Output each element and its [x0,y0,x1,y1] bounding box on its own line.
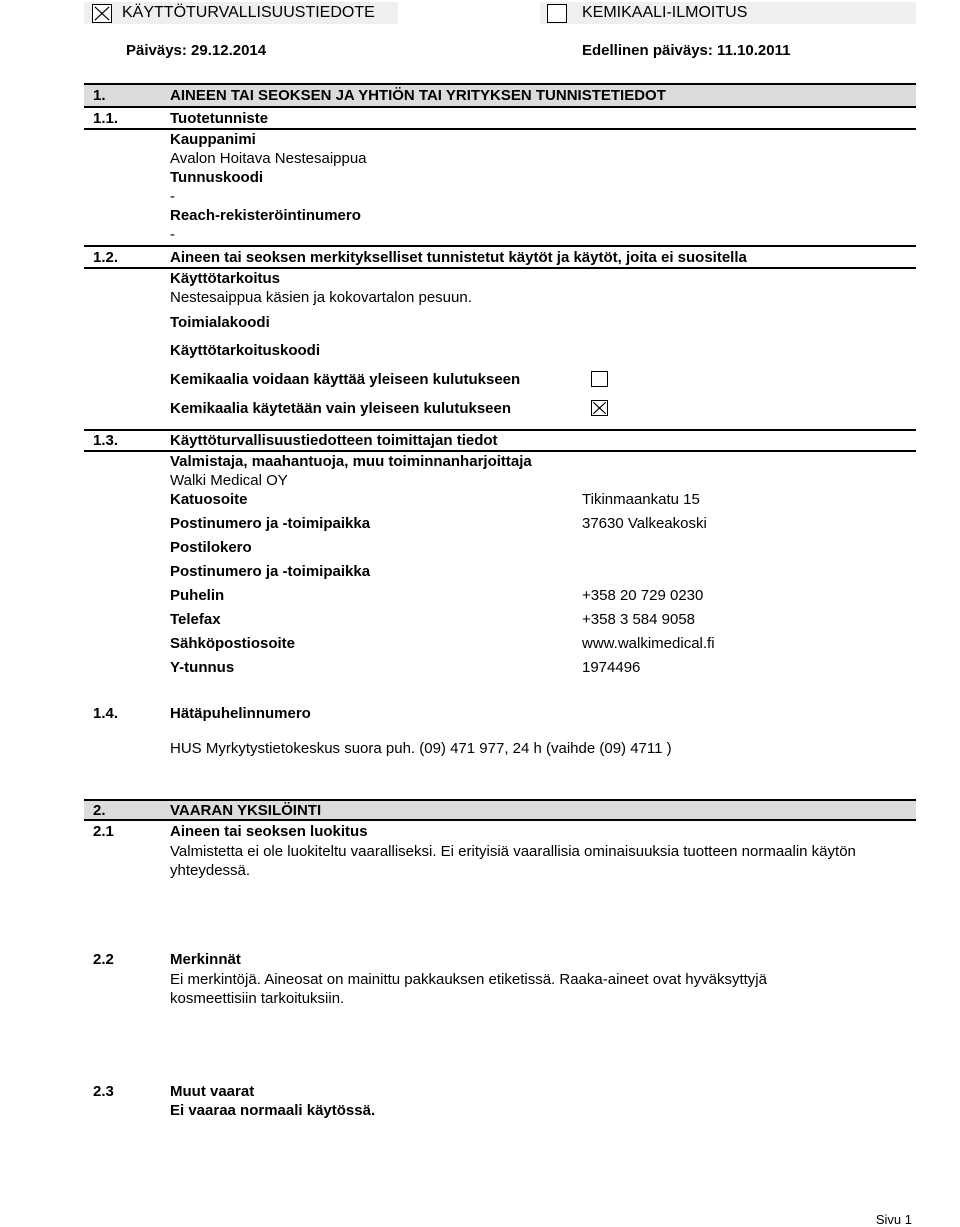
street-label: Katuosoite [170,491,248,508]
consumer-only-label: Kemikaalia käytetään vain yleiseen kulutukseen [170,400,512,417]
s11-number: 1.1. [93,110,119,127]
document-date: Päiväys: 29.12.2014 [126,42,267,59]
s12-title: Aineen tai seoksen merkitykselliset tunnistetut käytöt ja käytöt, joita ei suositella [170,249,747,266]
s21-title: Aineen tai seoksen luokitus [170,823,368,840]
industry-code-label: Toimialakoodi [170,314,270,331]
consumer-may-label: Kemikaalia voidaan käyttää yleiseen kulutukseen [170,371,521,388]
street-value: Tikinmaankatu 15 [582,491,700,508]
s21-text: Valmistetta ei ole luokiteltu vaaralliseksi. Ei erityisiä vaarallisia ominaisuuksia tuotteen normaalin käytön yhteydessä. [170,843,856,879]
postal-label: Postinumero ja -toimipaikka [170,515,371,532]
previous-date: Edellinen päiväys: 11.10.2011 [582,42,791,59]
ytunnus-label: Y-tunnus [170,659,235,676]
s22-number: 2.2 [93,951,114,968]
reach-label: Reach-rekisteröintinumero [170,207,361,224]
reach-value: - [170,226,175,243]
divider [84,128,916,130]
fax-value: +358 3 584 9058 [582,611,696,628]
s23-text: Ei vaaraa normaali käytössä. [170,1102,376,1119]
doc-type-2-checkbox[interactable] [547,4,567,23]
section-1-title: AINEEN TAI SEOKSEN JA YHTIÖN TAI YRITYKSEN TUNNISTETIEDOT [170,87,666,104]
phone-value: +358 20 729 0230 [582,587,704,604]
page-number: Sivu 1 [875,1212,912,1227]
doc-type-1-checkbox[interactable] [92,4,112,23]
check-cross-icon [592,401,607,415]
supplier-label: Valmistaja, maahantuoja, muu toiminnanharjoittaja [170,453,532,470]
postal2-label: Postinumero ja -toimipaikka [170,563,371,580]
consumer-may-checkbox[interactable] [591,371,608,387]
doc-type-1-label: KÄYTTÖTURVALLISUUSTIEDOTE [122,4,375,21]
s21-number: 2.1 [93,823,114,840]
s12-number: 1.2. [93,249,119,266]
section-1-number: 1. [93,87,106,104]
consumer-only-checkbox[interactable] [591,400,608,416]
s13-title: Käyttöturvallisuustiedotteen toimittajan tiedot [170,432,498,449]
use-code-label: Käyttötarkoituskoodi [170,342,321,359]
emergency-phone-text: HUS Myrkytystietokeskus suora puh. (09) 471 977, 24 h (vaihde (09) 4711 ) [170,740,672,757]
divider [84,245,916,247]
s11-title: Tuotetunniste [170,110,269,127]
divider [84,267,916,269]
phone-label: Puhelin [170,587,225,604]
doc-type-2-label: KEMIKAALI-ILMOITUS [582,4,748,21]
code-value: - [170,188,175,205]
s23-title: Muut vaarat [170,1083,255,1100]
s23-number: 2.3 [93,1083,114,1100]
use-value: Nestesaippua käsien ja kokovartalon pesuun. [170,289,472,306]
postal-value: 37630 Valkeakoski [582,515,707,532]
fax-label: Telefax [170,611,221,628]
divider [84,429,916,431]
s14-title: Hätäpuhelinnumero [170,705,311,722]
s22-title: Merkinnät [170,951,241,968]
s13-number: 1.3. [93,432,119,449]
trade-name-label: Kauppanimi [170,131,256,148]
section-2-number: 2. [93,802,106,819]
use-label: Käyttötarkoitus [170,270,281,287]
divider [84,450,916,452]
check-cross-icon [93,5,111,22]
ytunnus-value: 1974496 [582,659,641,676]
pobox-label: Postilokero [170,539,252,556]
code-label: Tunnuskoodi [170,169,264,186]
s14-number: 1.4. [93,705,119,722]
trade-name-value: Avalon Hoitava Nestesaippua [170,150,367,167]
s22-text: Ei merkintöjä. Aineosat on mainittu pakkauksen etiketissä. Raaka-aineet ovat hyväksyttyjä kosmeettisiin tarkoituksiin. [170,971,767,1007]
supplier-value: Walki Medical OY [170,472,288,489]
section-2-title: VAARAN YKSILÖINTI [170,802,322,819]
email-label: Sähköpostiosoite [170,635,296,652]
email-value[interactable]: www.walkimedical.fi [582,635,715,652]
